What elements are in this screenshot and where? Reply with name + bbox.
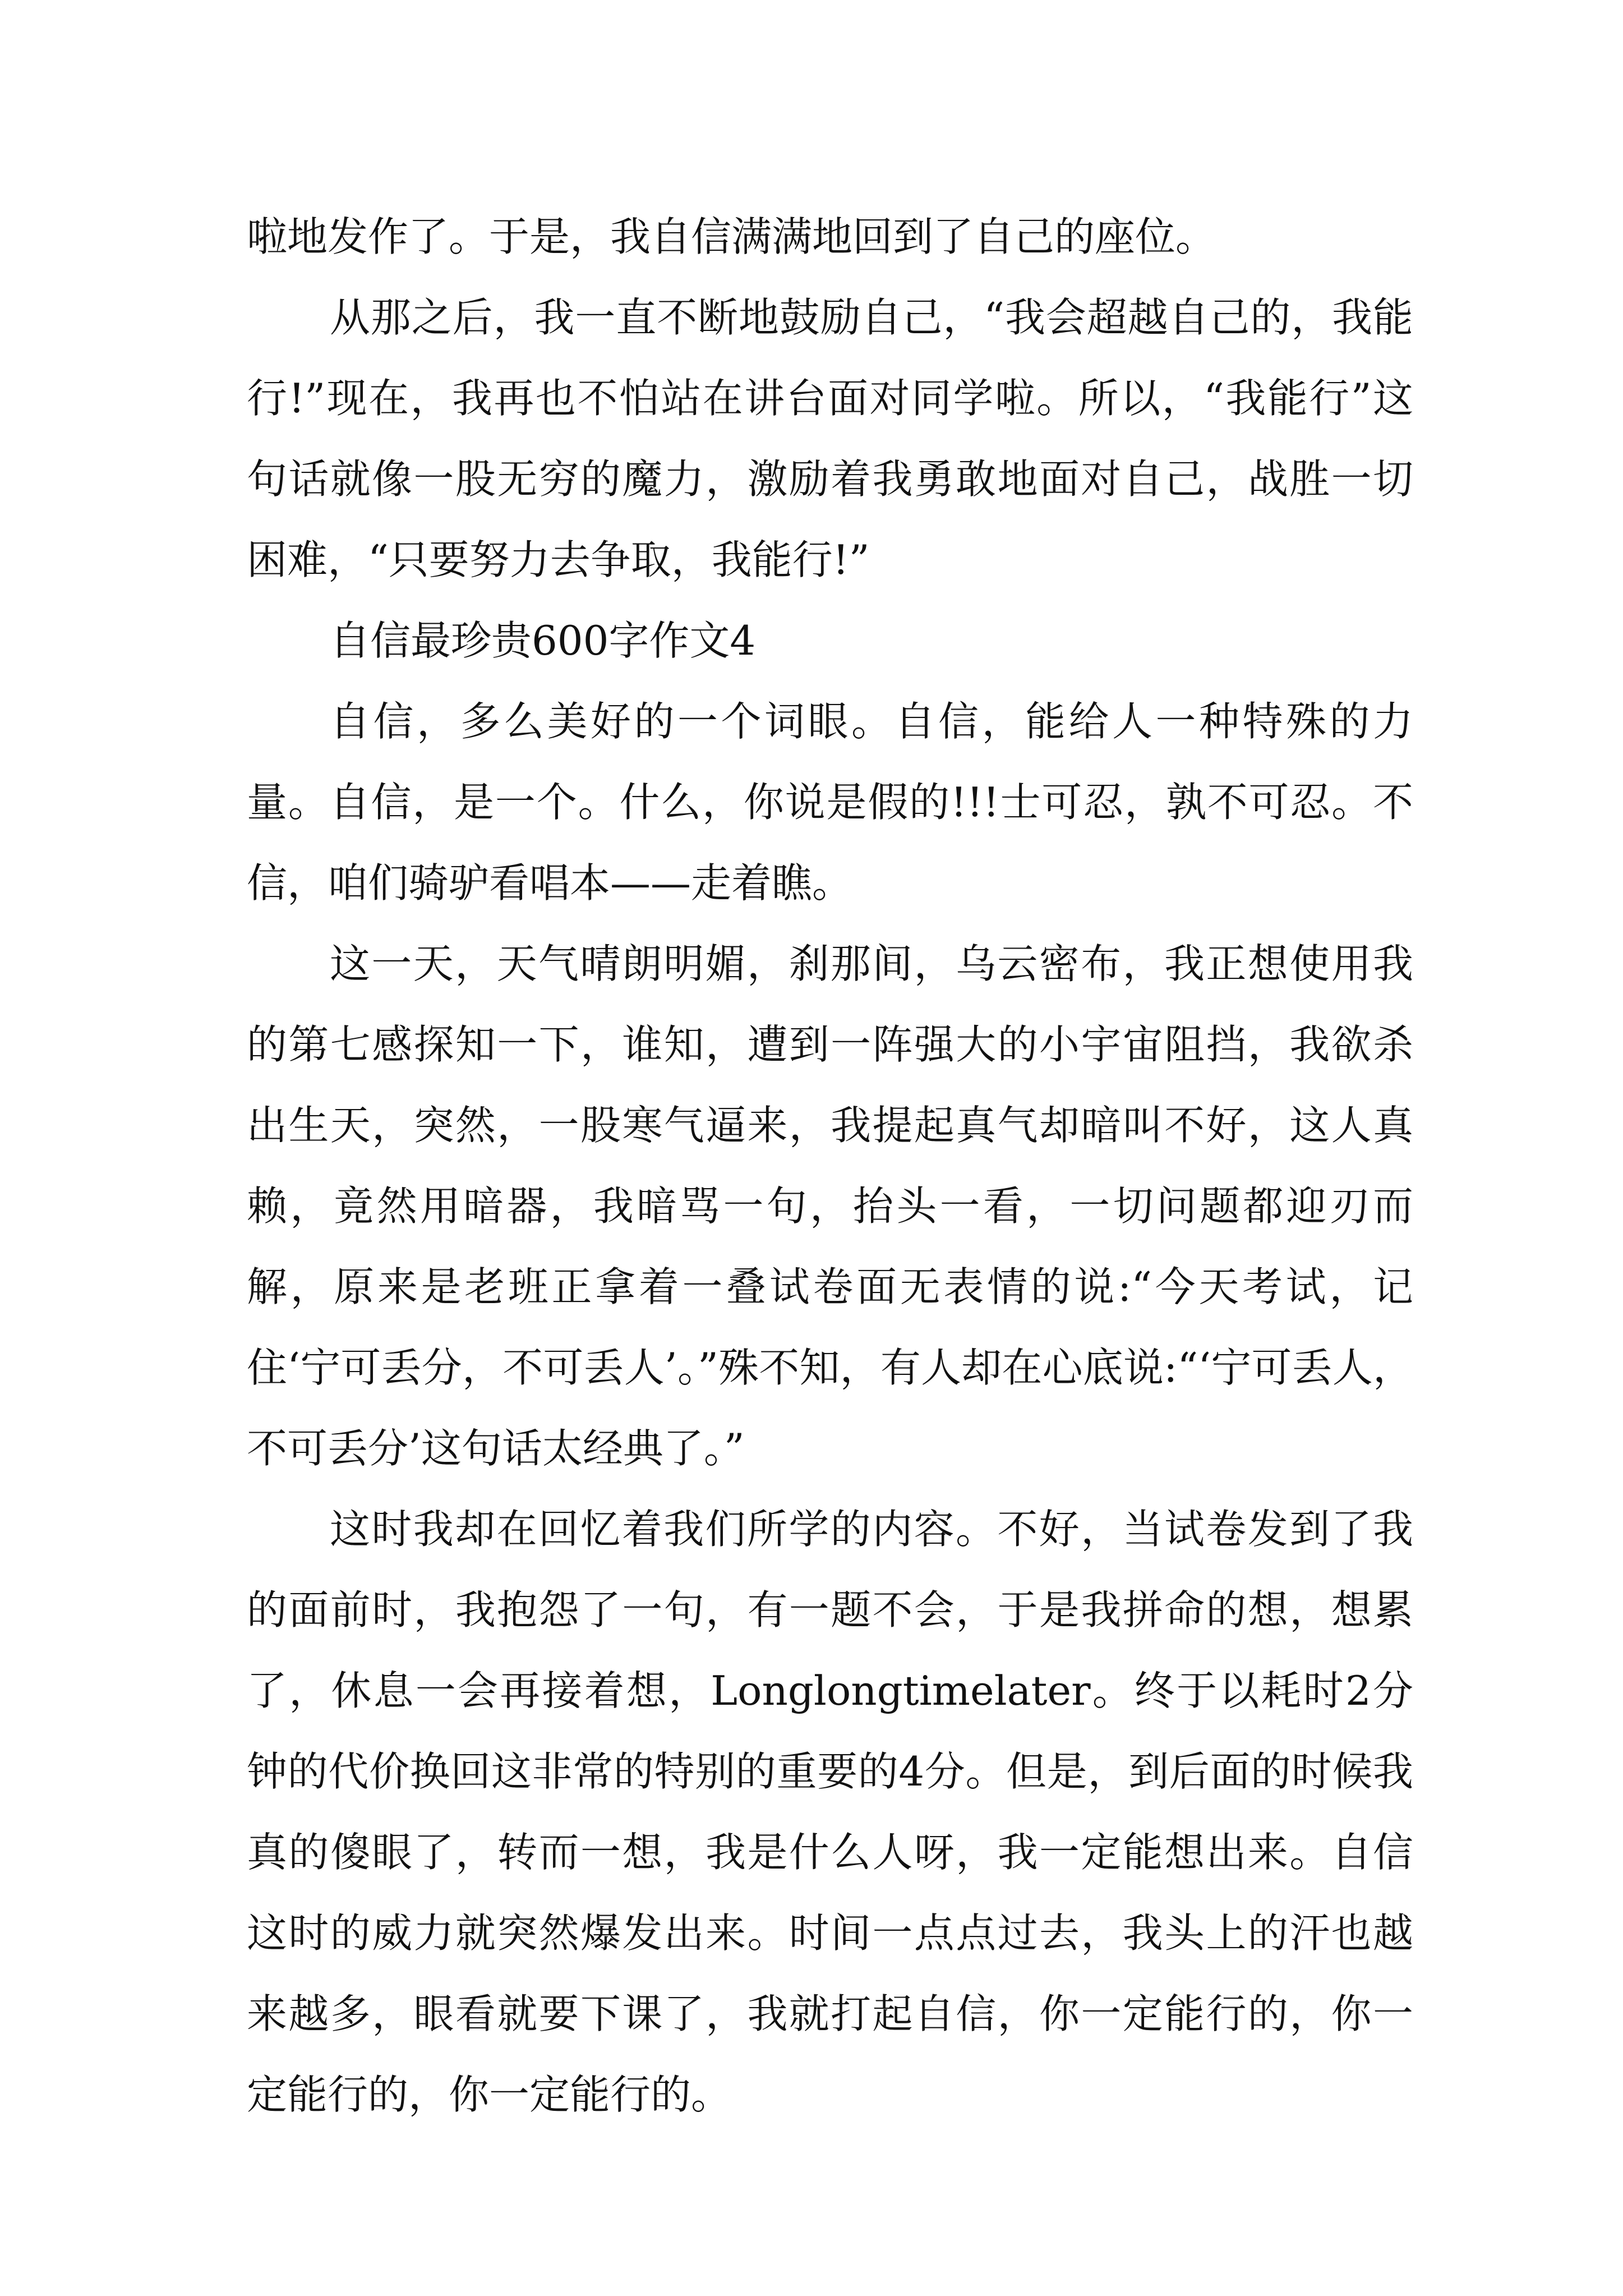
document-body bbox=[247, 196, 1413, 2135]
paragraph-continuation: 啦地发作了。于是，我自信满满地回到了自己的座位。 bbox=[247, 213, 1216, 260]
paragraph-i-can-do-it: 从那之后，我一直不断地鼓励自己，“我会超越自己的，我能行!”现在，我再也不怕站在讲台面对同学啦。所以，“我能行”这句话就像一股无穷的魔力，激励着我勇敢地面对自己，战胜一切困难，“只要努力去争取，我能行!” bbox=[247, 294, 1413, 583]
paragraph-during-exam: 这时我却在回忆着我们所学的内容。不好，当试卷发到了我的面前时，我抱怨了一句，有一题不会，于是我拼命的想，想累了，休息一会再接着想，Longlongtimelater。终于以耗时2分钟的代价换回这非常的特别的重要的4分。但是，到后面的时候我真的傻眼了，转而一想，我是什么人呀，我一定能想出来。自信这时的威力就突然爆发出来。时间一点点过去，我头上的汗也越来越多，眼看就要下课了，我就打起自信，你一定能行的，你一定能行的，你一定能行的。 bbox=[247, 1506, 1413, 2118]
essay-heading: 自信最珍贵600字作文4 bbox=[330, 617, 756, 664]
paragraph-exam-day: 这一天，天气晴朗明媚，刹那间，乌云密布，我正想使用我的第七感探知一下，谁知，遭到一阵强大的小宇宙阻挡，我欲杀出生天，突然，一股寒气逼来，我提起真气却暗叫不好，这人真赖，竟然用暗器，我暗骂一句，抬头一看，一切问题都迎刃而解，原来是老班正拿着一叠试卷面无表情的说:“今天考试，记住‘宁可丢分，不可丢人’。”殊不知，有人却在心底说:“‘宁可丢人，不可丢分’这句话太经典了。” bbox=[247, 940, 1413, 1472]
paragraph-confidence-intro: 自信，多么美好的一个词眼。自信，能给人一种特殊的力量。自信，是一个。什么，你说是假的!!!士可忍，孰不可忍。不信，咱们骑驴看唱本——走着瞧。 bbox=[247, 698, 1413, 907]
